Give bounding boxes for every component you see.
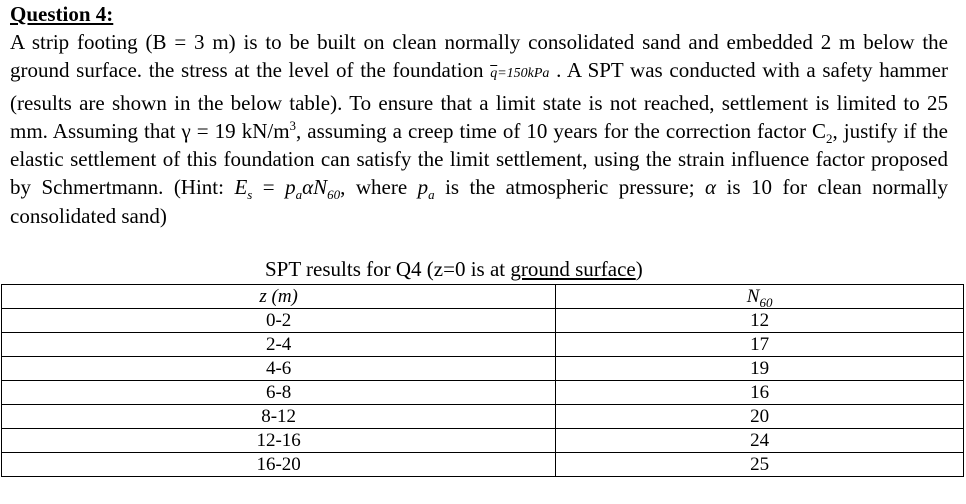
table-row	[2, 405, 964, 429]
question-text-part: . A SPT was conducted with a safety hammer (results are shown in the below table). To ensure that a limit state is not reached, settlement is limited to 25 mm. Assuming that γ = 19 kN/m	[10, 58, 948, 143]
table-row	[2, 429, 964, 453]
table-row	[2, 357, 964, 381]
header-n: N	[746, 285, 760, 307]
caption-prefix: SPT results for Q4 (z=0 is at	[265, 257, 511, 281]
question-heading: Question 4:	[10, 2, 114, 26]
caption-suffix: )	[635, 257, 643, 281]
q-value: =150kPa	[497, 66, 550, 82]
q-bar-symbol	[490, 66, 549, 81]
cell-n60: 24	[556, 429, 964, 453]
table-row	[2, 333, 964, 357]
q-symbol: $\overline{q}$	[490, 66, 498, 82]
table-caption	[265, 256, 643, 282]
cell-n60: 16	[556, 381, 964, 405]
unit-superscript: 3	[289, 117, 297, 133]
pa-symbol: p	[417, 175, 429, 200]
cell-n60: 25	[556, 453, 964, 477]
question-text-part: =	[252, 175, 286, 200]
question-text-part: , where	[340, 175, 418, 200]
cell-n60: 12	[556, 309, 964, 333]
cell-depth: 16-20	[2, 453, 556, 477]
spt-results-table	[1, 284, 964, 477]
question-text	[10, 28, 948, 230]
question-text-part: A strip footing (B = 3 m) is to be built on clean normally consolidated sand and embedded 2 m below the ground surface. the stress at the level of the foundation	[10, 30, 948, 83]
cell-depth: 0-2	[2, 309, 556, 333]
pa-subscript: a	[428, 187, 435, 203]
question-text-part: is 10 for clean normally consolidated sand)	[10, 175, 948, 228]
cell-n60: 17	[556, 333, 964, 357]
table-row	[2, 453, 964, 477]
caption-underlined: ground surface	[510, 257, 636, 281]
es-subscript: s	[247, 187, 253, 203]
question-text-part: is the atmospheric pressure;	[434, 175, 706, 200]
es-symbol: E	[234, 175, 248, 200]
cell-depth: 8-12	[2, 405, 556, 429]
cell-n60: 20	[556, 405, 964, 429]
table-row	[2, 381, 964, 405]
cell-n60: 19	[556, 357, 964, 381]
header-depth: z (m)	[2, 285, 556, 309]
cell-depth: 6-8	[2, 381, 556, 405]
formula-a-subscript: a	[295, 187, 303, 203]
cell-depth: 12-16	[2, 429, 556, 453]
cell-depth: 4-6	[2, 357, 556, 381]
alpha-symbol: α	[705, 175, 717, 200]
cell-depth: 2-4	[2, 333, 556, 357]
formula-alpha-n: αN	[302, 175, 328, 200]
table-row	[2, 309, 964, 333]
header-n-subscript: 60	[759, 294, 773, 310]
table-header-row	[2, 285, 964, 309]
formula-p: p	[285, 175, 296, 200]
header-n60	[556, 285, 964, 309]
question-text-part: , justify if the elastic settlement of this foundation can satisfy the limit settlement, using the strain influence factor proposed by Schmertmann. (Hint:	[10, 118, 949, 200]
c2-subscript: 2	[826, 131, 833, 147]
question-text-part: , assuming a creep time of 10 years for the correction factor C	[296, 118, 827, 143]
formula-60-subscript: 60	[327, 187, 341, 203]
